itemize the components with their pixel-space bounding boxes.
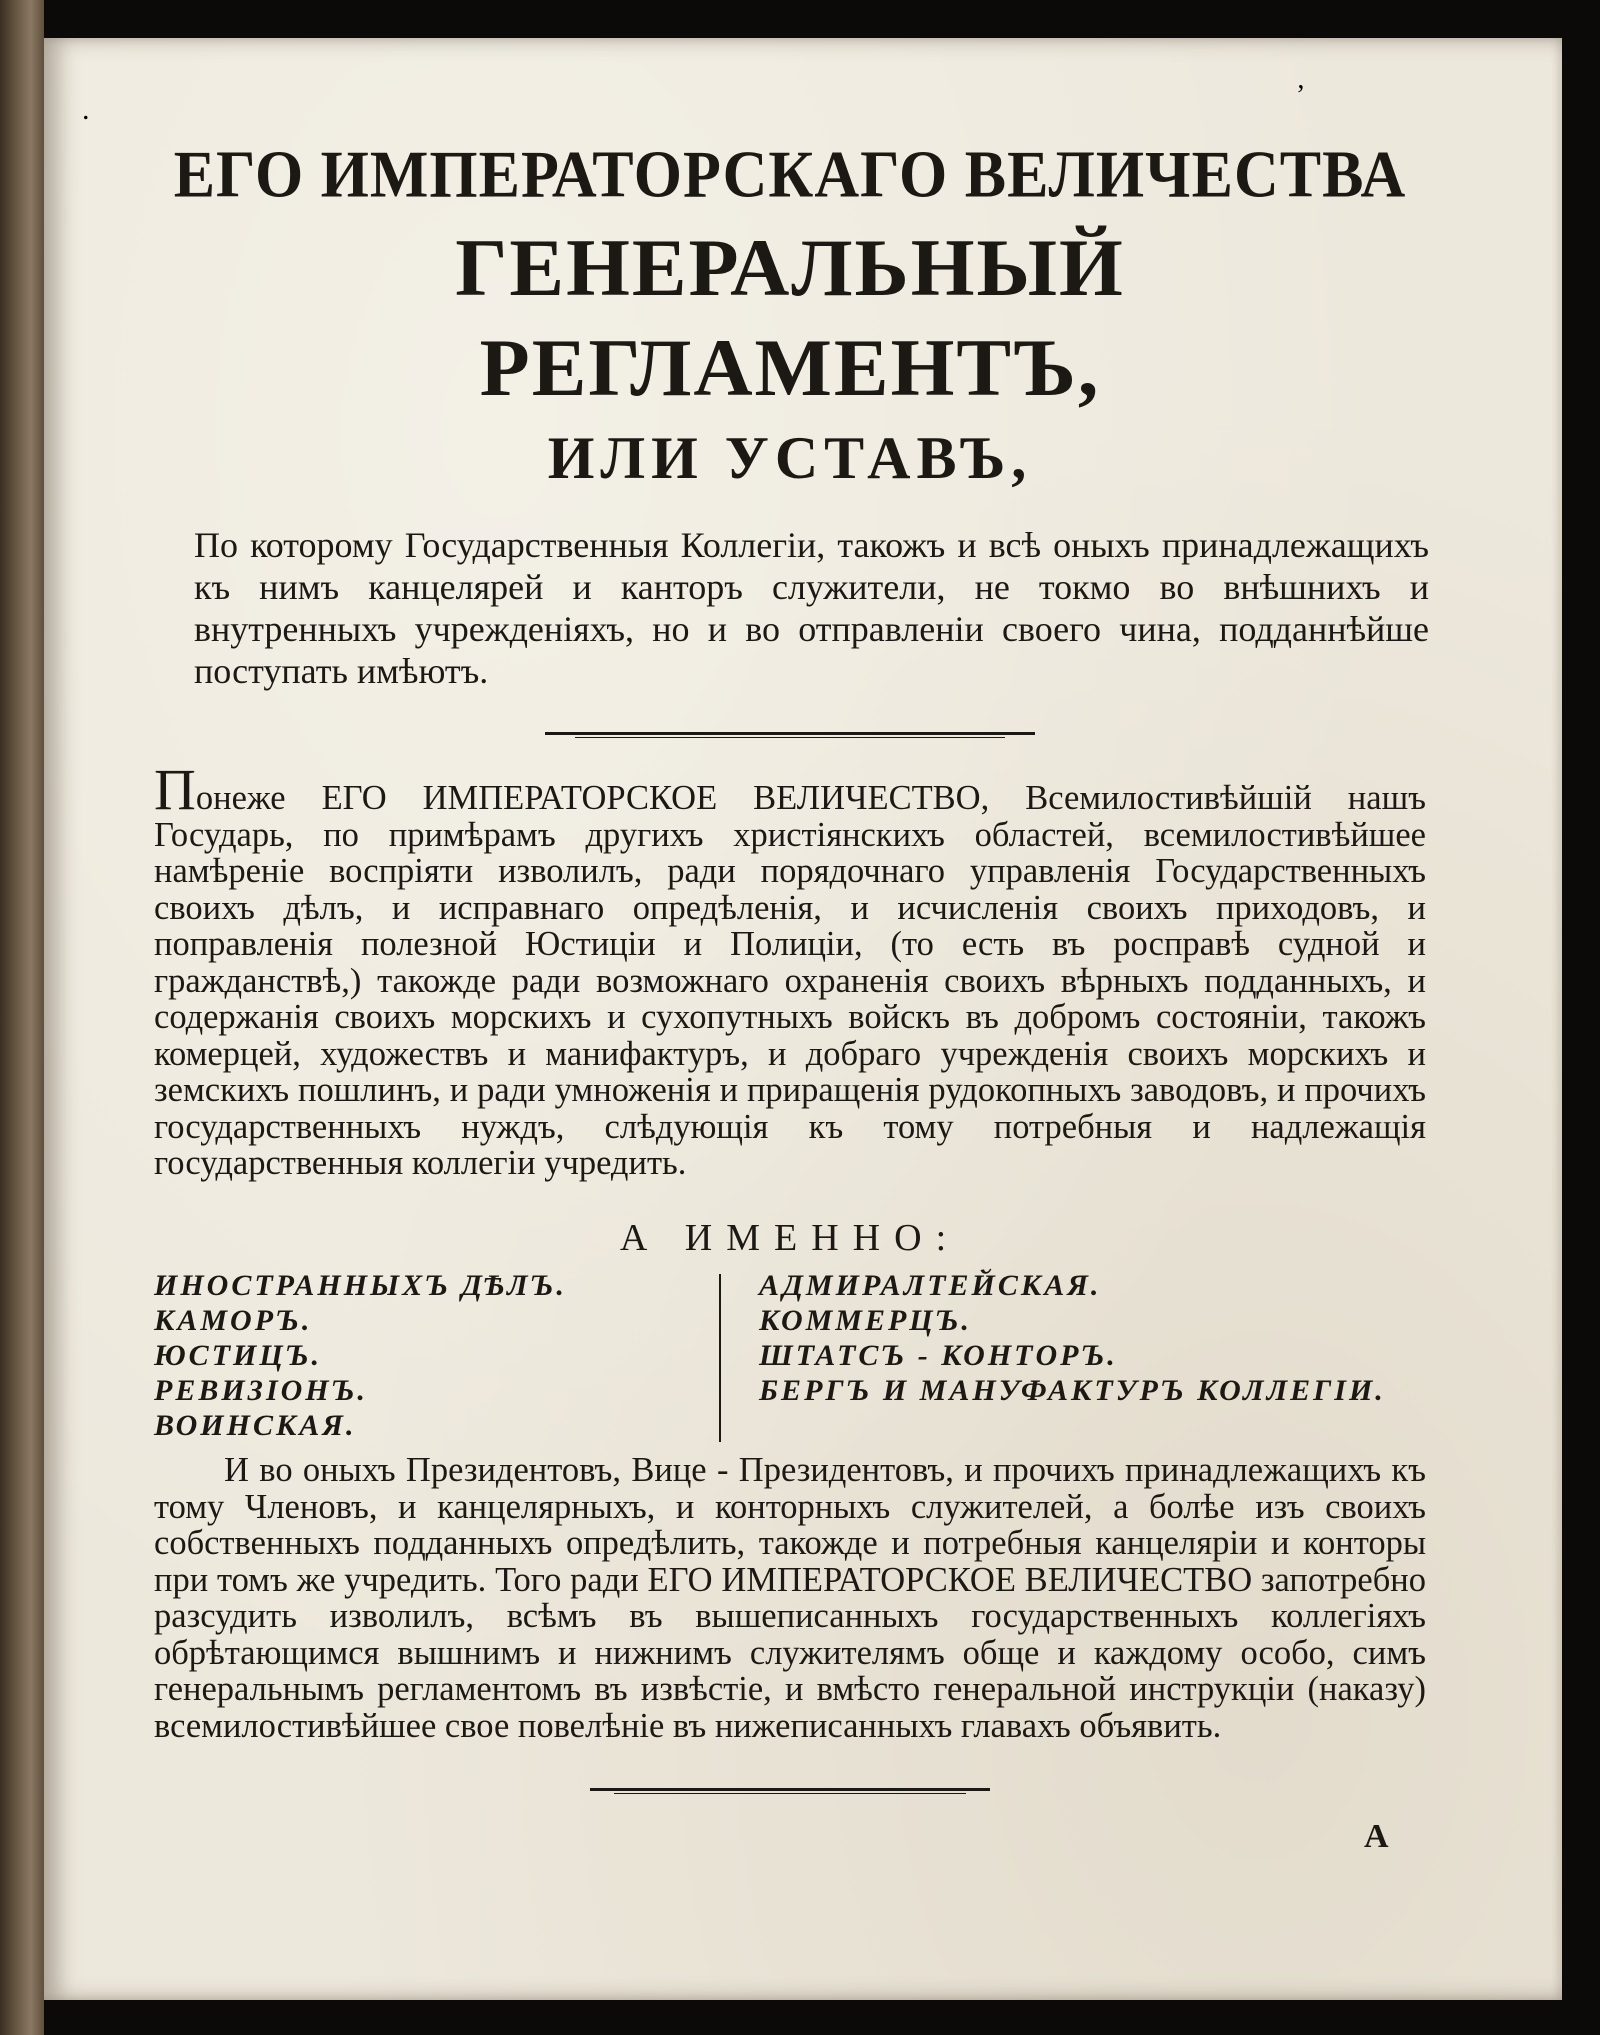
colleges-list bbox=[154, 1268, 1426, 1448]
title-line-1: ЕГО ИМПЕРАТОРСКАГО ВЕЛИЧЕСТВА bbox=[173, 138, 1407, 212]
paragraph-1 bbox=[154, 757, 1426, 1182]
college-item: ШТАТСЪ - КОНТОРЪ. bbox=[759, 1339, 1118, 1372]
college-item: БЕРГЪ И МАНУФАКТУРЪ КОЛЛЕГІИ. bbox=[759, 1374, 1386, 1407]
catchword: А bbox=[1364, 1818, 1389, 1855]
stray-apostrophe-mark: ’ bbox=[1296, 80, 1306, 111]
college-item: КАМОРЪ. bbox=[154, 1304, 313, 1337]
college-item: ВОИНСКАЯ. bbox=[154, 1409, 357, 1442]
dropcap-letter: П bbox=[154, 757, 196, 822]
college-item: КОММЕРЦЪ. bbox=[759, 1304, 972, 1337]
decorative-rule-top bbox=[545, 732, 1035, 738]
college-item: РЕВИЗІОНЪ. bbox=[154, 1374, 368, 1407]
title-line-3: ИЛИ УСТАВЪ, bbox=[547, 425, 1033, 491]
page-content bbox=[154, 138, 1429, 1855]
stray-dot-mark: . bbox=[82, 93, 90, 126]
document-page bbox=[44, 38, 1562, 2000]
colleges-left-column bbox=[154, 1268, 567, 1443]
column-divider bbox=[719, 1274, 721, 1442]
decorative-rule-bottom bbox=[590, 1788, 990, 1794]
paragraph-2: И во оныхъ Президентовъ, Вице - Президентовъ, и прочихъ принадлежащихъ къ тому Членовъ, и канцелярныхъ, и конторныхъ служителей, а болѣе изъ своихъ собственныхъ подданныхъ опредѣлить, такожде и потребныя канцеляріи и конторы при томъ же учредить. Того ради ЕГО ИМПЕРАТОРСКОЕ ВЕЛИЧЕСТВО запотребно разсудить изволилъ, всѣмъ въ вышеписанныхъ государственныхъ коллегіяхъ обрѣтающимся вышнимъ и нижнимъ служителямъ обще и каждому особо, симъ генеральнымъ регламентомъ въ извѣстіе, и вмѣсто генеральной инструкціи (наказу) всемилостивѣйшее свое повелѣніе въ нижеписанныхъ главахъ объявить. bbox=[154, 1451, 1426, 1745]
college-item: АДМИРАЛТЕЙСКАЯ. bbox=[759, 1269, 1102, 1302]
subtitle: По которому Государственныя Коллегіи, такожъ и всѣ оныхъ принадлежащихъ къ нимъ канцелярей и канторъ служители, не токмо во внѣшнихъ и внутренныхъ учрежденіяхъ, но и во отправленіи своего чина, подданнѣйше поступать имѣютъ. bbox=[194, 525, 1429, 691]
book-spine bbox=[0, 0, 44, 2035]
colleges-right-column bbox=[759, 1268, 1386, 1408]
title-line-2: ГЕНЕРАЛЬНЫЙ РЕГЛАМЕНТЪ, bbox=[455, 222, 1125, 413]
section-heading: А ИМЕННО: bbox=[619, 1217, 961, 1259]
college-item: ИНОСТРАННЫХЪ ДѢЛЪ. bbox=[154, 1269, 567, 1302]
paragraph-1-text: онеже ЕГО ИМПЕРАТОРСКОЕ ВЕЛИЧЕСТВО, Всемилостивѣйшій нашъ Государь, по примѣрамъ другихъ христіянскихъ областей, всемилостивѣйшее намѣреніе воспріяти изволилъ, ради порядочнаго управленія Государственныхъ своихъ дѣлъ, и исправнаго опредѣленія, и исчисленія своихъ приходовъ, и поправленія полезной Юстиціи и Полиціи, (то есть въ росправѣ судной и гражданствѣ,) такожде ради возможнаго охраненія своихъ вѣрныхъ подданныхъ, и содержанія своихъ морскихъ и сухопутныхъ войскъ въ добромъ состояніи, такожъ комерцей, художествъ и манифактуръ, и добраго учрежденія своихъ морскихъ и земскихъ пошлинъ, и ради умноженія и приращенія рудокопныхъ заводовъ, и прочихъ государственныхъ нуждъ, слѣдующія къ тому потребныя и надлежащія государственныя коллегіи учредить. bbox=[154, 779, 1426, 1182]
college-item: ЮСТИЦЪ. bbox=[154, 1339, 322, 1372]
